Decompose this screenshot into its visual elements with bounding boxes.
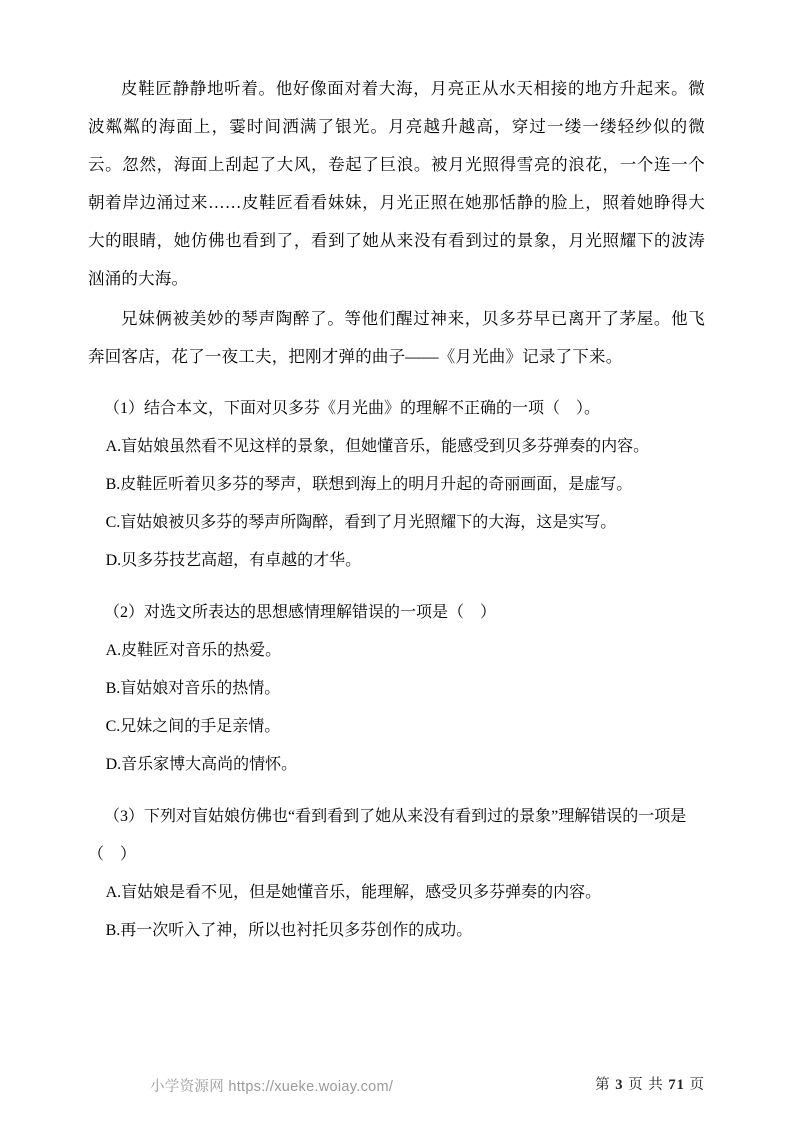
question-option[interactable]: C.盲姑娘被贝多芬的琴声所陶醉，看到了月光照耀下的大海，这是实写。	[105, 514, 617, 531]
question-block	[88, 798, 705, 950]
question-stem: （1）结合本文，下面对贝多芬《月光曲》的理解不正确的一项（ ）。	[104, 400, 601, 417]
page-footer	[0, 1066, 793, 1096]
question-stem: （2）对选文所表达的思想感情理解错误的一项是（ ）	[104, 604, 497, 621]
question-option[interactable]: C.兄妹之间的手足亲情。	[105, 718, 281, 735]
question-option[interactable]: B.盲姑娘对音乐的热情。	[105, 680, 281, 697]
question-option[interactable]: A.盲姑娘虽然看不见这样的景象，但她懂音乐，能感受到贝多芬弹奏的内容。	[105, 438, 650, 455]
paragraph: 兄妹俩被美妙的琴声陶醉了。等他们醒过神来，贝多芬早已离开了茅屋。他飞奔回客店，花了一夜工夫，把刚才弹的曲子——《月光曲》记录了下来。	[88, 309, 705, 366]
page-current: 3	[615, 1077, 624, 1093]
question-block	[88, 390, 705, 580]
page-number	[595, 1073, 705, 1094]
question-option[interactable]: B.再一次听入了神，所以也衬托贝多芬创作的成功。	[105, 922, 473, 939]
article-body	[88, 70, 705, 376]
paragraph: 皮鞋匠静静地听着。他好像面对着大海，月亮正从水天相接的地方升起来。微波粼粼的海面上，霎时间洒满了银光。月亮越升越高，穿过一缕一缕轻纱似的微云。忽然，海面上刮起了大风，卷起了巨浪。被月光照得雪亮的浪花，一个连一个朝着岸边涌过来……皮鞋匠看看妹妹，月光正照在她那恬静的脸上，照着她睁得大大的眼睛，她仿佛也看到了，看到了她从来没有看到过的景象，月光照耀下的波涛汹涌的大海。	[88, 79, 705, 288]
question-option[interactable]: A.盲姑娘是看不见，但是她懂音乐，能理解，感受贝多芬弹奏的内容。	[105, 884, 602, 901]
question-option[interactable]: A.皮鞋匠对音乐的热爱。	[105, 642, 282, 659]
page-middle: 页 共	[628, 1077, 664, 1093]
page-suffix: 页	[689, 1077, 705, 1093]
question-option[interactable]: D.音乐家博大高尚的情怀。	[105, 756, 298, 773]
question-block	[88, 594, 705, 784]
question-option[interactable]: B.皮鞋匠听着贝多芬的琴声，联想到海上的明月升起的奇丽画面，是虚写。	[105, 476, 633, 493]
page-prefix: 第	[595, 1077, 611, 1093]
page-total: 71	[668, 1077, 685, 1093]
question-option[interactable]: D.贝多芬技艺高超，有卓越的才华。	[105, 552, 362, 569]
watermark-text: 小学资源网 https://xueke.woiay.com/	[150, 1079, 394, 1095]
question-stem: （3）下列对盲姑娘仿佛也“看到看到了她从来没有看到过的景象”理解错误的一项是（ ）	[88, 808, 687, 863]
